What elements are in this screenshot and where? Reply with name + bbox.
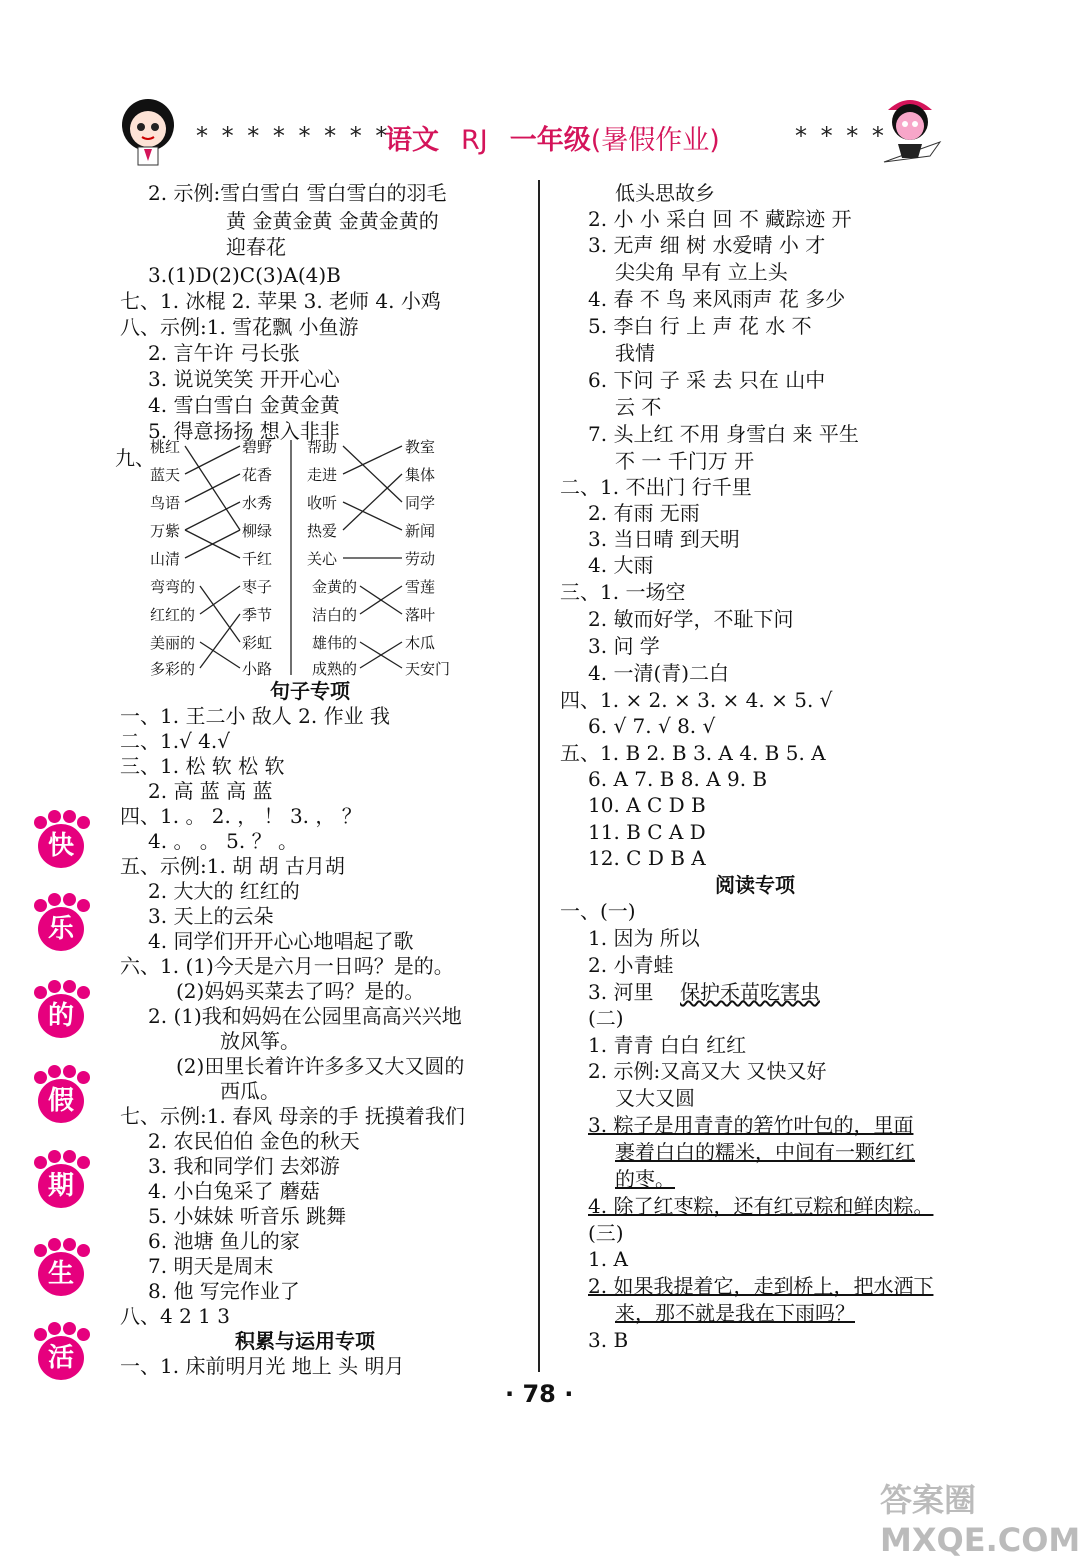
book-type: (暑假作业) xyxy=(590,125,720,156)
answer-line: 云 不 xyxy=(615,395,662,419)
answer-line: 6. √ 7. √ 8. √ xyxy=(588,714,716,738)
side-char: 期 xyxy=(38,1164,84,1208)
side-paw xyxy=(30,810,90,870)
match-left-word: 万紫 xyxy=(150,522,181,540)
match-left-word: 山清 xyxy=(150,550,181,568)
answer-line: 放风筝。 xyxy=(220,1029,300,1053)
match-right-word: 水秀 xyxy=(242,494,273,512)
answer-line: 八、4 2 1 3 xyxy=(120,1304,230,1328)
underlined-answer: 4. 除了红枣粽，还有红豆粽和鲜肉粽。 xyxy=(588,1194,934,1218)
match-right-word: 木瓜 xyxy=(405,634,436,652)
answer-line: 二、1. 不出门 行千里 xyxy=(560,475,752,499)
stars-right: * * * * xyxy=(795,122,887,150)
answer-line: 12. C D B A xyxy=(588,846,706,870)
answer-line: 6. 池塘 鱼儿的家 xyxy=(148,1229,300,1253)
side-char: 快 xyxy=(38,824,84,868)
match-right-word: 季节 xyxy=(242,606,273,624)
answer-line: (2)妈妈买菜去了吗？是的。 xyxy=(176,979,425,1003)
answer-line: 八、示例:1. 雪花飘 小鱼游 xyxy=(120,315,359,339)
page-number: · 78 · xyxy=(505,1380,574,1408)
answer-line: 1. 因为 所以 xyxy=(588,926,700,950)
girl-mascot-icon xyxy=(108,95,188,170)
match-left-word: 雄伟的 xyxy=(312,634,358,652)
answer-line: 2. 示例:又高又大 又快又好 xyxy=(588,1059,827,1083)
answer-line: 四、1. × 2. × 3. × 4. × 5. √ xyxy=(560,688,833,712)
matching-lines xyxy=(115,430,535,680)
answer-line: 黄 金黄金黄 金黄金黄的 xyxy=(226,209,439,233)
side-paw xyxy=(30,893,90,953)
answer-line: (三) xyxy=(588,1221,624,1245)
answer-line: 6. 下问 子 采 去 只在 山中 xyxy=(588,368,826,392)
match-right-word: 花香 xyxy=(242,466,273,484)
side-char: 的 xyxy=(38,994,84,1038)
side-char: 假 xyxy=(38,1079,84,1123)
answer-line: 6. A 7. B 8. A 9. B xyxy=(588,767,768,791)
answer-line: 七、示例:1. 春风 母亲的手 抚摸着我们 xyxy=(120,1104,465,1128)
underlined-answer: 2. 如果我提着它，走到桥上，把水洒下 xyxy=(588,1274,934,1298)
match-left-word: 走进 xyxy=(307,466,338,484)
match-left-word: 洁白的 xyxy=(312,606,358,624)
match-left-word: 蓝天 xyxy=(150,466,181,484)
answer-line: 1. 青青 白白 红红 xyxy=(588,1033,747,1057)
side-char: 乐 xyxy=(38,907,84,951)
answer-line: 2. (1)我和妈妈在公园里高高兴兴地 xyxy=(148,1004,462,1028)
side-paw xyxy=(30,980,90,1040)
answer-line: 4. 一清(青)二白 xyxy=(588,661,730,685)
underlined-answer: 的枣。 xyxy=(615,1167,675,1191)
answer-line: 迎春花 xyxy=(226,235,286,259)
answer-line: 七、1. 冰棍 2. 苹果 3. 老师 4. 小鸡 xyxy=(120,289,441,313)
match-right-word: 碧野 xyxy=(242,438,273,456)
section-label: 九、 xyxy=(115,446,155,470)
answer-line: 四、1. 。 2. ， ！ 3. ， ？ xyxy=(120,804,362,828)
answer-line: (二) xyxy=(588,1006,624,1030)
match-left-word: 鸟语 xyxy=(150,494,181,512)
side-paw xyxy=(30,1238,90,1298)
answer-line: 4. 同学们开开心心地唱起了歌 xyxy=(148,929,414,953)
match-left-word: 成熟的 xyxy=(312,660,358,678)
match-right-word: 落叶 xyxy=(405,606,436,624)
watermark-logo: 答案圈 MXQE.COM xyxy=(880,1481,1080,1559)
answer-line: 5. 小妹妹 听音乐 跳舞 xyxy=(148,1204,347,1228)
answer-line: 3. 我和同学们 去郊游 xyxy=(148,1154,340,1178)
answer-line: 5. 李白 行 上 声 花 水 不 xyxy=(588,314,812,338)
answer-line: 六、1. (1)今天是六月一日吗？是的。 xyxy=(120,954,454,978)
answer-line: 不 一 千门万 开 xyxy=(615,449,755,473)
answer-line: 4. 小白兔采了 蘑菇 xyxy=(148,1179,320,1203)
match-left-word: 关心 xyxy=(307,550,338,568)
answer-line: 3. B xyxy=(588,1328,629,1352)
answer-line: 2. 大大的 红红的 xyxy=(148,879,300,903)
match-left-word: 红红的 xyxy=(150,606,196,624)
stars-left: * * * * * * * * xyxy=(196,122,391,150)
match-right-word: 劳动 xyxy=(405,550,436,568)
match-left-word: 桃红 xyxy=(150,438,181,456)
match-left-word: 收听 xyxy=(307,494,338,512)
boy-mascot-icon xyxy=(870,92,950,170)
answer-line: 2. 农民伯伯 金色的秋天 xyxy=(148,1129,360,1153)
answer-line: 二、1.√ 4.√ xyxy=(120,729,231,753)
wavy-underlined-answer: 保护禾苗吃害虫 xyxy=(680,980,820,1004)
section-heading: 积累与运用专项 xyxy=(235,1329,375,1353)
answer-line: 尖尖角 早有 立上头 xyxy=(615,260,788,284)
section-heading: 阅读专项 xyxy=(715,873,795,897)
answer-line: 4. 雪白雪白 金黄金黄 xyxy=(148,393,340,417)
answer-line: 3.(1)D(2)C(3)A(4)B xyxy=(148,263,341,287)
answer-line: 5. 得意扬扬 想入非非 xyxy=(148,419,340,443)
answer-line: 我情 xyxy=(615,341,655,365)
answer-line: 2. 敏而好学，不耻下问 xyxy=(588,607,794,631)
answer-line: 3. 天上的云朵 xyxy=(148,904,274,928)
answer-line: 一、1. 床前明月光 地上 头 明月 xyxy=(120,1354,405,1378)
match-right-word: 小路 xyxy=(242,660,273,678)
underlined-answer: 裹着白白的糯米，中间有一颗红红 xyxy=(615,1140,915,1164)
side-char: 活 xyxy=(38,1336,84,1380)
match-left-word: 多彩的 xyxy=(150,660,196,678)
answer-line: 低头思故乡 xyxy=(615,181,715,205)
answer-line: 8. 他 写完作业了 xyxy=(148,1279,300,1303)
answer-line: 4. 大雨 xyxy=(588,553,654,577)
answer-line: 一、1. 王二小 敌人 2. 作业 我 xyxy=(120,704,390,728)
answer-line: (2)田里长着许许多多又大又圆的 xyxy=(176,1054,465,1078)
side-paw xyxy=(30,1065,90,1125)
answer-line: 4. 。 。 5. ？ 。 xyxy=(148,829,298,853)
answer-line: 2. 示例:雪白雪白 雪白雪白的羽毛 xyxy=(148,181,447,205)
answer-line: 2. 小青蛙 xyxy=(588,953,674,977)
answer-line: 1. A xyxy=(588,1247,628,1271)
answer-line: 3. 河里 xyxy=(588,980,654,1004)
match-right-word: 新闻 xyxy=(405,522,436,540)
edition: RJ xyxy=(461,125,488,156)
match-right-word: 雪莲 xyxy=(405,578,436,596)
answer-line: 3. 无声 细 树 水爱晴 小 才 xyxy=(588,233,826,257)
answer-line: 三、1. 松 软 松 软 xyxy=(120,754,285,778)
match-right-word: 教室 xyxy=(405,438,436,456)
match-left-word: 金黄的 xyxy=(312,578,358,596)
answer-line: 3. 问 学 xyxy=(588,634,660,658)
column-divider xyxy=(538,180,540,1372)
underlined-answer: 3. 粽子是用青青的箬竹叶包的，里面 xyxy=(588,1113,914,1137)
answer-line: 一、(一) xyxy=(560,899,636,923)
side-paw xyxy=(30,1150,90,1210)
answer-line: 7. 头上红 不用 身雪白 来 平生 xyxy=(588,422,859,446)
answer-line: 10. A C D B xyxy=(588,793,706,817)
answer-line: 三、1. 一场空 xyxy=(560,580,686,604)
page-header xyxy=(0,100,1055,170)
match-right-word: 柳绿 xyxy=(242,522,273,540)
answer-line: 2. 言午许 弓长张 xyxy=(148,341,300,365)
side-paw xyxy=(30,1322,90,1382)
match-left-word: 帮助 xyxy=(307,438,338,456)
match-right-word: 彩虹 xyxy=(242,634,273,652)
grade: 一年级 xyxy=(509,125,591,156)
match-right-word: 同学 xyxy=(405,494,436,512)
match-left-word: 美丽的 xyxy=(150,634,196,652)
answer-line: 2. 小 小 采白 回 不 藏踪迹 开 xyxy=(588,207,852,231)
answer-line: 3. 说说笑笑 开开心心 xyxy=(148,367,340,391)
answer-line: 2. 高 蓝 高 蓝 xyxy=(148,779,273,803)
answer-line: 五、示例:1. 胡 胡 古月胡 xyxy=(120,854,345,878)
header-title xyxy=(385,118,720,157)
match-right-word: 枣子 xyxy=(242,578,273,596)
answer-line: 7. 明天是周末 xyxy=(148,1254,274,1278)
underlined-answer: 来，那不就是我在下雨吗？ xyxy=(615,1301,855,1325)
answer-line: 又大又圆 xyxy=(615,1086,695,1110)
answer-line: 2. 有雨 无雨 xyxy=(588,501,700,525)
subject: 语文 xyxy=(385,125,439,156)
side-char: 生 xyxy=(38,1252,84,1296)
answer-line: 4. 春 不 鸟 来风雨声 花 多少 xyxy=(588,287,846,311)
answer-line: 11. B C A D xyxy=(588,820,706,844)
match-right-word: 天安门 xyxy=(405,660,451,678)
section-heading: 句子专项 xyxy=(270,679,350,703)
answer-line: 3. 当日晴 到天明 xyxy=(588,527,740,551)
match-left-word: 热爱 xyxy=(307,522,338,540)
answer-line: 西瓜。 xyxy=(220,1079,280,1103)
match-right-word: 集体 xyxy=(405,466,436,484)
match-right-word: 千红 xyxy=(242,550,273,568)
answer-line: 五、1. B 2. B 3. A 4. B 5. A xyxy=(560,741,826,765)
matching-exercise xyxy=(115,430,535,680)
match-left-word: 弯弯的 xyxy=(150,578,196,596)
